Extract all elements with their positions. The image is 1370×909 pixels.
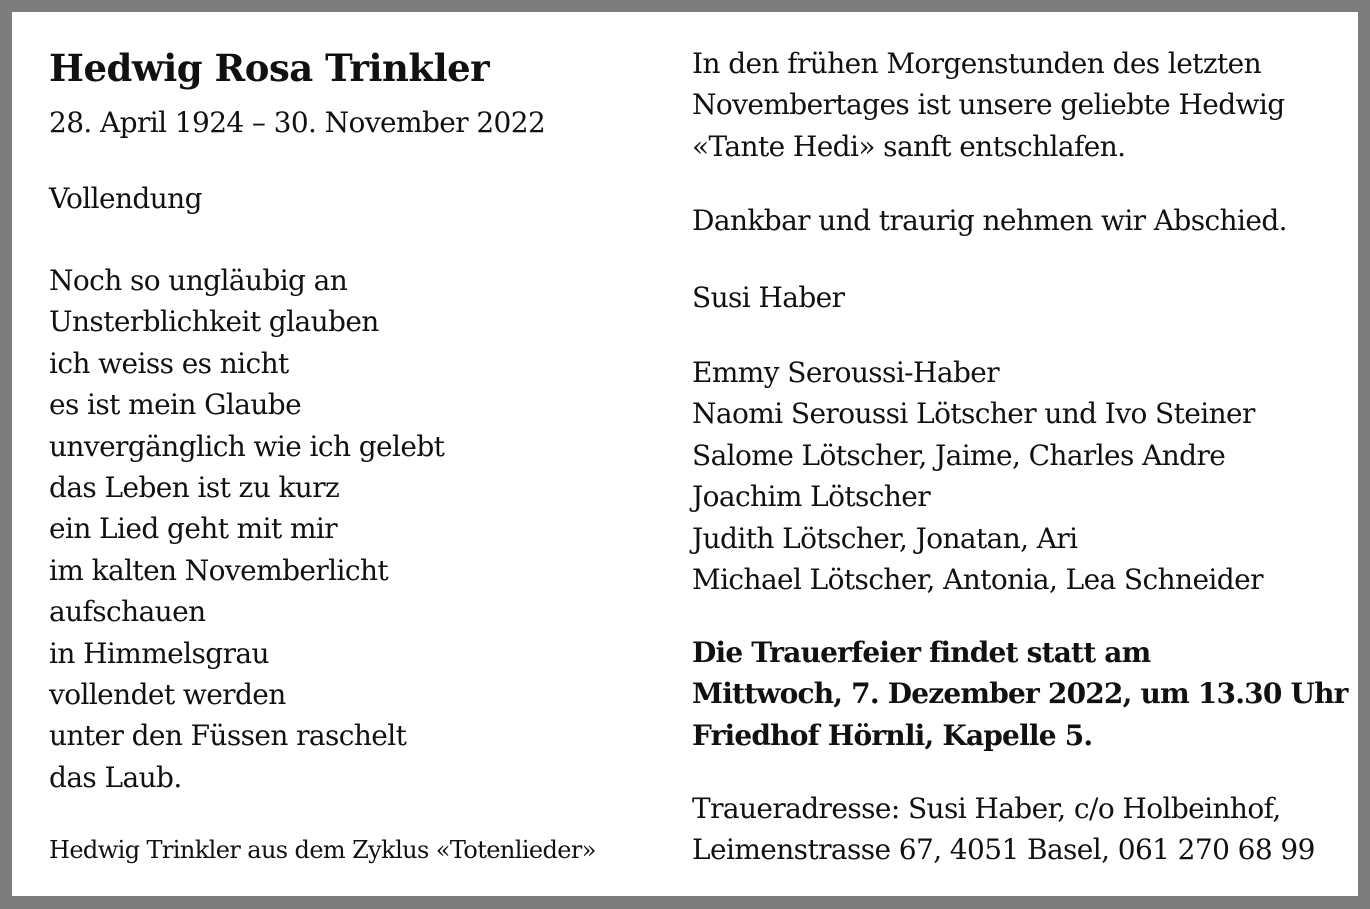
poem-line: aufschauen (49, 595, 206, 629)
text-line: «Tante Hedi» sanft entschlafen. (692, 129, 1126, 163)
family-line: Judith Lötscher, Jonatan, Ari (692, 521, 1078, 555)
mourning-address (692, 788, 1315, 871)
address-line: Traueradresse: Susi Haber, c/o Holbeinhof, (692, 792, 1281, 825)
poem-line: es ist mein Glaube (49, 388, 302, 422)
service-line: Friedhof Hörnli, Kapelle 5. (692, 718, 1093, 752)
poem-line: Noch so ungläubig an (49, 264, 348, 297)
text-line: In den frühen Morgenstunden des letzten (692, 47, 1262, 80)
signer (692, 277, 844, 318)
text-line: Dankbar und traurig nehmen wir Abschied. (692, 204, 1287, 237)
poem-line: ein Lied geht mit mir (49, 512, 338, 546)
thanks-text (692, 200, 1287, 241)
poem-line: unter den Füssen raschelt (49, 719, 407, 753)
poem-line: unvergänglich wie ich gelebt (49, 429, 445, 463)
poem-line: ich weiss es nicht (49, 346, 289, 380)
service-line: Die Trauerfeier findet statt am (692, 636, 1151, 669)
family-line: Naomi Seroussi Lötscher und Ivo Steiner (692, 397, 1255, 431)
funeral-service-info (692, 632, 1348, 756)
family-list (692, 352, 1263, 600)
family-line: Salome Lötscher, Jaime, Charles Andre (692, 438, 1226, 472)
obituary-notice (12, 12, 1358, 896)
poem (49, 260, 444, 798)
family-line: Michael Lötscher, Antonia, Lea Schneider (692, 562, 1263, 596)
family-line: Joachim Lötscher (692, 480, 931, 514)
poem-line: im kalten Novemberlicht (49, 553, 389, 587)
poem-line: Unsterblichkeit glauben (49, 305, 379, 339)
poem-line: das Laub. (49, 760, 182, 794)
poem-line: vollendet werden (49, 677, 286, 711)
poem-credit: Hedwig Trinkler aus dem Zyklus «Totenlieder» (49, 836, 596, 864)
life-dates: 28. April 1924 – 30. November 2022 (49, 106, 546, 139)
poem-title: Vollendung (49, 182, 202, 215)
intro-text (692, 43, 1285, 167)
family-line: Emmy Seroussi-Haber (692, 356, 1000, 389)
text-line: Susi Haber (692, 281, 845, 314)
poem-line: in Himmelsgrau (49, 636, 269, 670)
poem-line: das Leben ist zu kurz (49, 470, 340, 504)
address-line: Leimenstrasse 67, 4051 Basel, 061 270 68 99 (692, 833, 1315, 867)
deceased-name: Hedwig Rosa Trinkler (49, 46, 490, 90)
text-line: Novembertages ist unsere geliebte Hedwig (692, 88, 1285, 122)
service-line: Mittwoch, 7. Dezember 2022, um 13.30 Uhr (692, 677, 1348, 711)
